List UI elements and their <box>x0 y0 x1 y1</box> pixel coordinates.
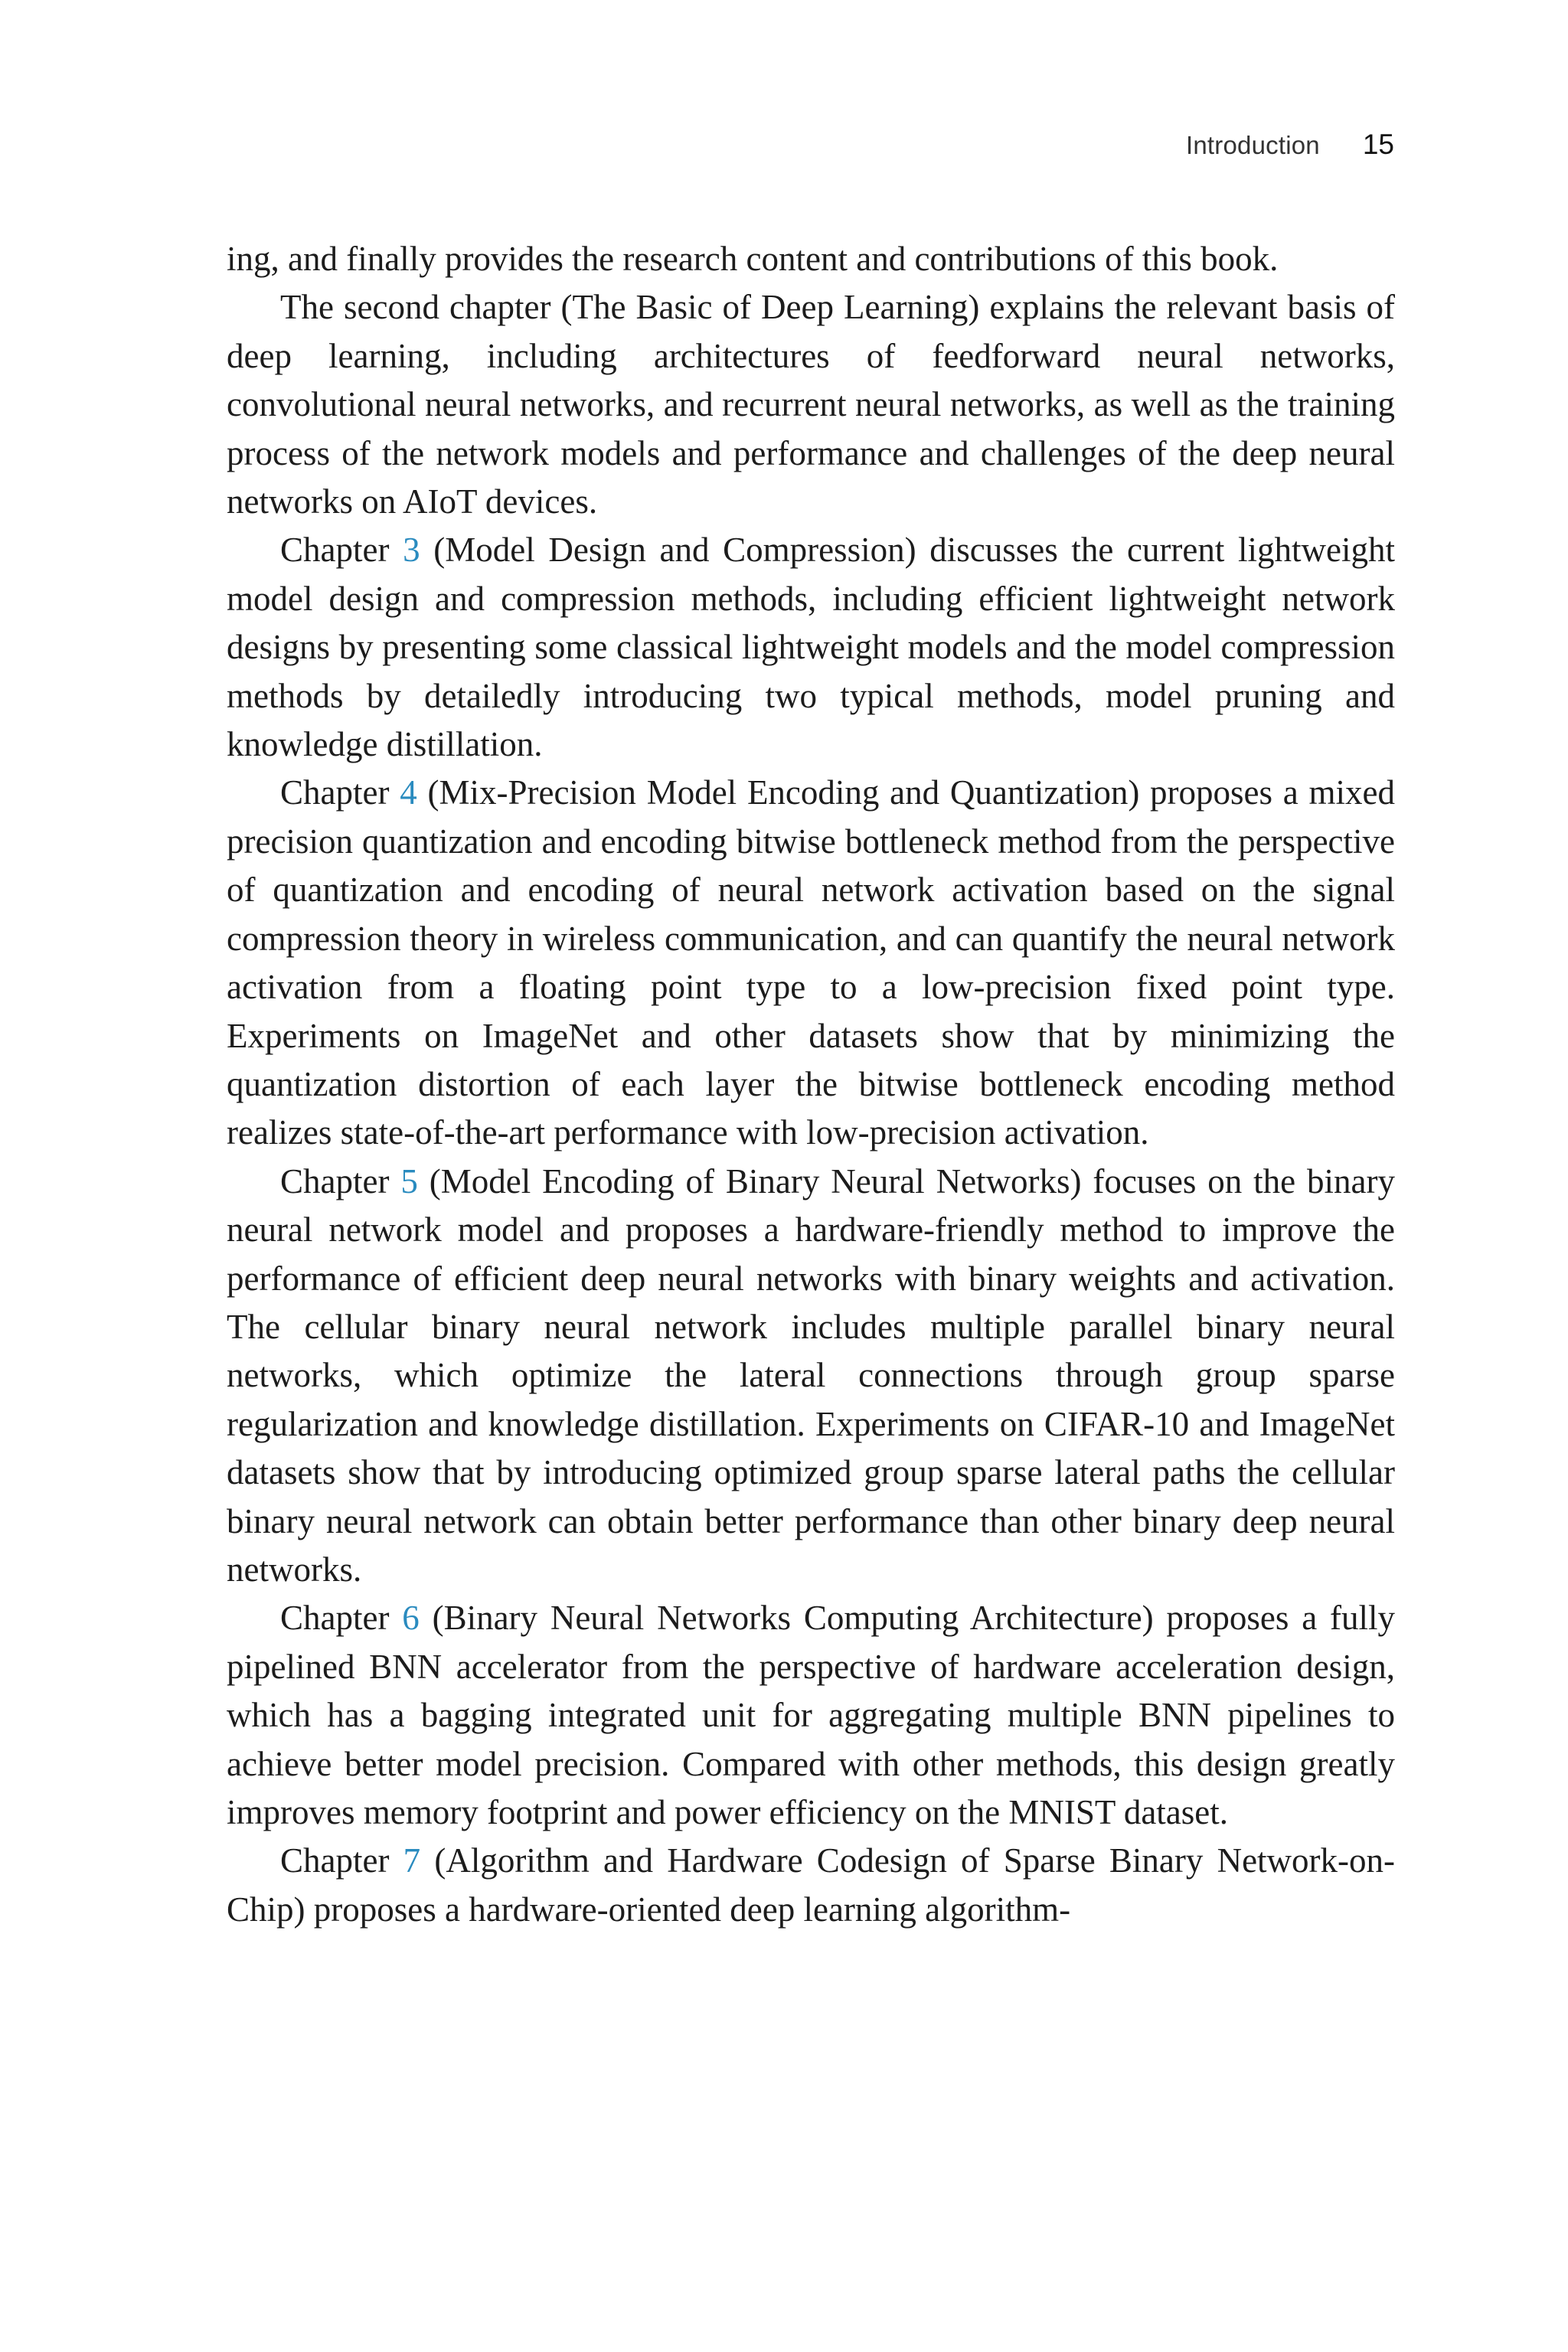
paragraph-text: (Model Design and Compression) discusses the current lightweight model design and compression methods, including efficient lightweight network designs by presenting some classical lightweight models and the model compression methods by detailedly introducing two typical methods, model pruning and knowledge distillation. <box>227 531 1395 764</box>
paragraph-prefix: Chapter <box>280 1161 401 1200</box>
paragraph-text: ing, and finally provides the research content and contributions of this book. <box>227 240 1279 278</box>
running-title: Introduction <box>1185 131 1320 159</box>
paragraph-chapter-5 <box>227 1158 1395 1595</box>
paragraph-text: (Algorithm and Hardware Codesign of Sparse Binary Network-on-Chip) proposes a hardware-oriented deep learning algorithm- <box>227 1841 1395 1929</box>
paragraph-text: The second chapter (The Basic of Deep Learning) explains the relevant basis of deep learning, including architectures of feedforward neural networks, convolutional neural networks, and recurrent neural networks, as well as the training process of the network models and performance and challenges of the deep neural networks on AIoT devices. <box>227 288 1395 521</box>
paragraph-chapter-7 <box>227 1837 1395 1934</box>
chapter-6-link[interactable]: 6 <box>402 1599 420 1638</box>
chapter-5-link[interactable]: 5 <box>400 1161 418 1200</box>
paragraph-text: (Binary Neural Networks Computing Architecture) proposes a fully pipelined BNN accelerator from the perspective of hardware acceleration design, which has a bagging integrated unit for aggregating multiple BNN pipelines to achieve better model precision. Compared with other methods, this design greatly improves memory footprint and power efficiency on the MNIST dataset. <box>227 1599 1395 1831</box>
paragraph-text: (Model Encoding of Binary Neural Networks) focuses on the binary neural network model and proposes a hardware-friendly method to improve the performance of efficient deep neural networks with binary weights and activation. The cellular binary neural network includes multiple parallel binary neural networks, which optimize the lateral connections through group sparse regularization and knowledge distillation. Experiments on CIFAR-10 and ImageNet datasets show that by introducing optimized group sparse lateral paths the cellular binary neural network can obtain better performance than other binary deep neural networks. <box>227 1161 1395 1589</box>
chapter-3-link[interactable]: 3 <box>403 531 420 570</box>
paragraph-prefix: Chapter <box>280 773 400 812</box>
paragraph-text: (Mix-Precision Model Encoding and Quantization) proposes a mixed precision quantization and encoding bitwise bottleneck method from the perspective of quantization and encoding of neural network activation based on the signal compression theory in wireless communication, and can quantify the neural network activation from a floating point type to a low-precision fixed point type. Experiments on ImageNet and other datasets show that by minimizing the quantization distortion of each layer the bitwise bottleneck encoding method realizes state-of-the-art performance with low-precision activation. <box>227 773 1396 1152</box>
paragraph-continuation <box>227 235 1395 283</box>
paragraph-chapter-3 <box>227 526 1395 769</box>
chapter-4-link[interactable]: 4 <box>400 773 417 812</box>
page-number: 15 <box>1362 129 1394 160</box>
paragraph-chapter-6 <box>227 1594 1395 1837</box>
body-text <box>227 235 1395 1934</box>
paragraph-prefix: Chapter <box>280 1841 403 1880</box>
paragraph-chapter-4 <box>227 769 1395 1157</box>
running-header <box>1186 129 1394 161</box>
paragraph-prefix: Chapter <box>280 531 403 570</box>
paragraph-prefix: Chapter <box>280 1599 403 1638</box>
paragraph-chapter-2 <box>227 283 1395 526</box>
chapter-7-link[interactable]: 7 <box>403 1841 421 1880</box>
